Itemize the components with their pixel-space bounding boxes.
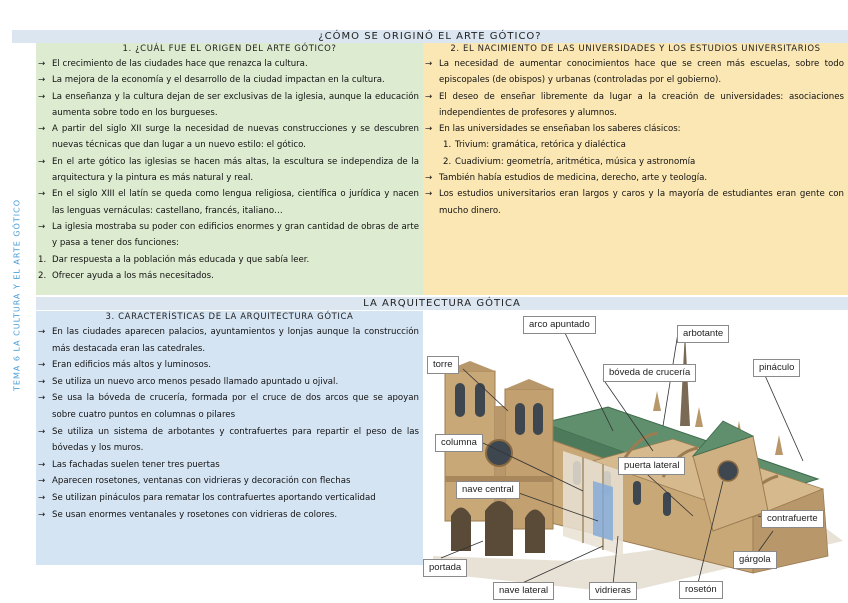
sidebar-label [10, 199, 24, 391]
cathedral-diagram [423, 311, 848, 599]
knowledge-list [423, 137, 848, 170]
architecture-section [36, 311, 423, 565]
list-item: → En el siglo XIII el latín se queda como lengua religiosa, científica o jurídica y nacen las lenguas vernáculas: castellano, francés, italiano… [36, 186, 423, 219]
page-title-text: ¿CÓMO SE ORIGINÓ EL ARTE GÓTICO? [318, 31, 542, 42]
label-torre: torre [427, 356, 459, 374]
list-item: → En las ciudades aparecen palacios, ayuntamientos y lonjas aunque la construcción más destacada eran las catedrales. [36, 324, 423, 357]
origin-functions-list [36, 252, 423, 285]
label-boveda-cruceria: bóveda de crucería [603, 364, 696, 382]
list-item: → La necesidad de aumentar conocimientos hace que se creen más escuelas, sobre todo episcopales (de obispos) y urbanas (controladas por el gobierno). [423, 56, 848, 89]
label-gargola: gárgola [733, 551, 777, 569]
label-columna: columna [435, 434, 483, 452]
list-item: → Se utiliza un nuevo arco menos pesado llamado apuntado u ojival. [36, 374, 423, 391]
numbered-item [36, 268, 423, 284]
item-number: 2. [38, 270, 47, 281]
list-item: → El crecimiento de las ciudades hace que renazca la cultura. [36, 56, 423, 72]
list-item: → La mejora de la economía y el desarrollo de la ciudad impactan en la cultura. [36, 72, 423, 88]
label-portada: portada [423, 559, 467, 577]
architecture-banner-text: LA ARQUITECTURA GÓTICA [363, 298, 521, 309]
list-item: → A partir del siglo XII surge la necesidad de nuevas construcciones y se descubren nuevas técnicas que dan lugar a un nuevo estilo: el gótico. [36, 121, 423, 154]
origin-section [36, 43, 423, 295]
label-nave-central: nave central [456, 481, 520, 499]
item-number: 2. [443, 156, 452, 167]
list-item: → Se usan enormes ventanales y rosetones con vidrieras de colores. [36, 507, 423, 524]
item-text: Dar respuesta a la población más educada y que sabía leer. [52, 254, 310, 265]
universities-section [423, 43, 848, 295]
label-pinaculo: pináculo [753, 359, 800, 377]
list-item: → Los estudios universitarios eran largos y caros y la mayoría de estudiantes eran gente con mucho dinero. [423, 186, 848, 219]
list-item: → La iglesia mostraba su poder con edificios enormes y gran cantidad de obras de arte y pasa a tener dos funciones: [36, 219, 423, 252]
list-item: → Se utiliza un sistema de arbotantes y contrafuertes para repartir el peso de las bóvedas y los muros. [36, 424, 423, 457]
list-item: → En las universidades se enseñaban los saberes clásicos: [423, 121, 848, 137]
label-nave-lateral: nave lateral [493, 582, 554, 600]
label-puerta-lateral: puerta lateral [618, 457, 685, 475]
list-item: → Las fachadas suelen tener tres puertas [36, 457, 423, 474]
numbered-item [423, 154, 848, 170]
architecture-list [36, 324, 423, 523]
item-number: 1. [443, 140, 452, 151]
list-item: → Se usa la bóveda de crucería, formada por el cruce de dos arcos que se apoyan sobre cuatro puntos en columnas o pilares [36, 390, 423, 423]
origin-title: 1. ¿CUÁL FUE EL ORIGEN DEL ARTE GÓTICO? [122, 44, 337, 54]
list-item: → La enseñanza y la cultura dejan de ser exclusivas de la iglesia, aunque la educación aumenta sobre todo en los burgueses. [36, 89, 423, 122]
page-title [12, 30, 848, 43]
numbered-item [36, 252, 423, 268]
label-vidrieras: vidrieras [589, 582, 637, 600]
list-item: → Se utilizan pináculos para rematar los contrafuertes aportando verticalidad [36, 490, 423, 507]
item-text: Ofrecer ayuda a los más necesitados. [52, 270, 214, 281]
list-item: → El deseo de enseñar libremente da lugar a la creación de universidades: asociaciones independientes de profesores y alumnos. [423, 89, 848, 122]
sidebar-label-text: TEMA 6 LA CULTURA Y EL ARTE GÓTICO [12, 199, 22, 391]
universities-title: 2. EL NACIMIENTO DE LAS UNIVERSIDADES Y LOS ESTUDIOS UNIVERSITARIOS [450, 44, 821, 54]
architecture-title: 3. CARACTERÍSTICAS DE LA ARQUITECTURA GÓTICA [105, 312, 354, 322]
item-number: 1. [38, 254, 47, 265]
label-arbotante: arbotante [677, 325, 729, 343]
list-item: → Aparecen rosetones, ventanas con vidrieras y decoración con flechas [36, 473, 423, 490]
list-item: → En el arte gótico las iglesias se hacen más altas, la escultura se independiza de la arquitectura y la pintura es más natural y real. [36, 154, 423, 187]
universities-list-2 [423, 170, 848, 219]
label-contrafuerte: contrafuerte [761, 510, 824, 528]
item-text: Cuadivium: geometría, aritmética, música y astronomía [455, 156, 696, 167]
list-item: → Eran edificios más altos y luminosos. [36, 357, 423, 374]
label-lines [423, 311, 848, 599]
architecture-banner [36, 297, 848, 310]
label-arco-apuntado: arco apuntado [523, 316, 596, 334]
universities-list [423, 56, 848, 137]
list-item: → También había estudios de medicina, derecho, arte y teología. [423, 170, 848, 186]
label-roseton: rosetón [679, 581, 723, 599]
numbered-item [423, 137, 848, 153]
origin-list [36, 56, 423, 252]
item-text: Trivium: gramática, retórica y dialéctica [455, 140, 626, 151]
